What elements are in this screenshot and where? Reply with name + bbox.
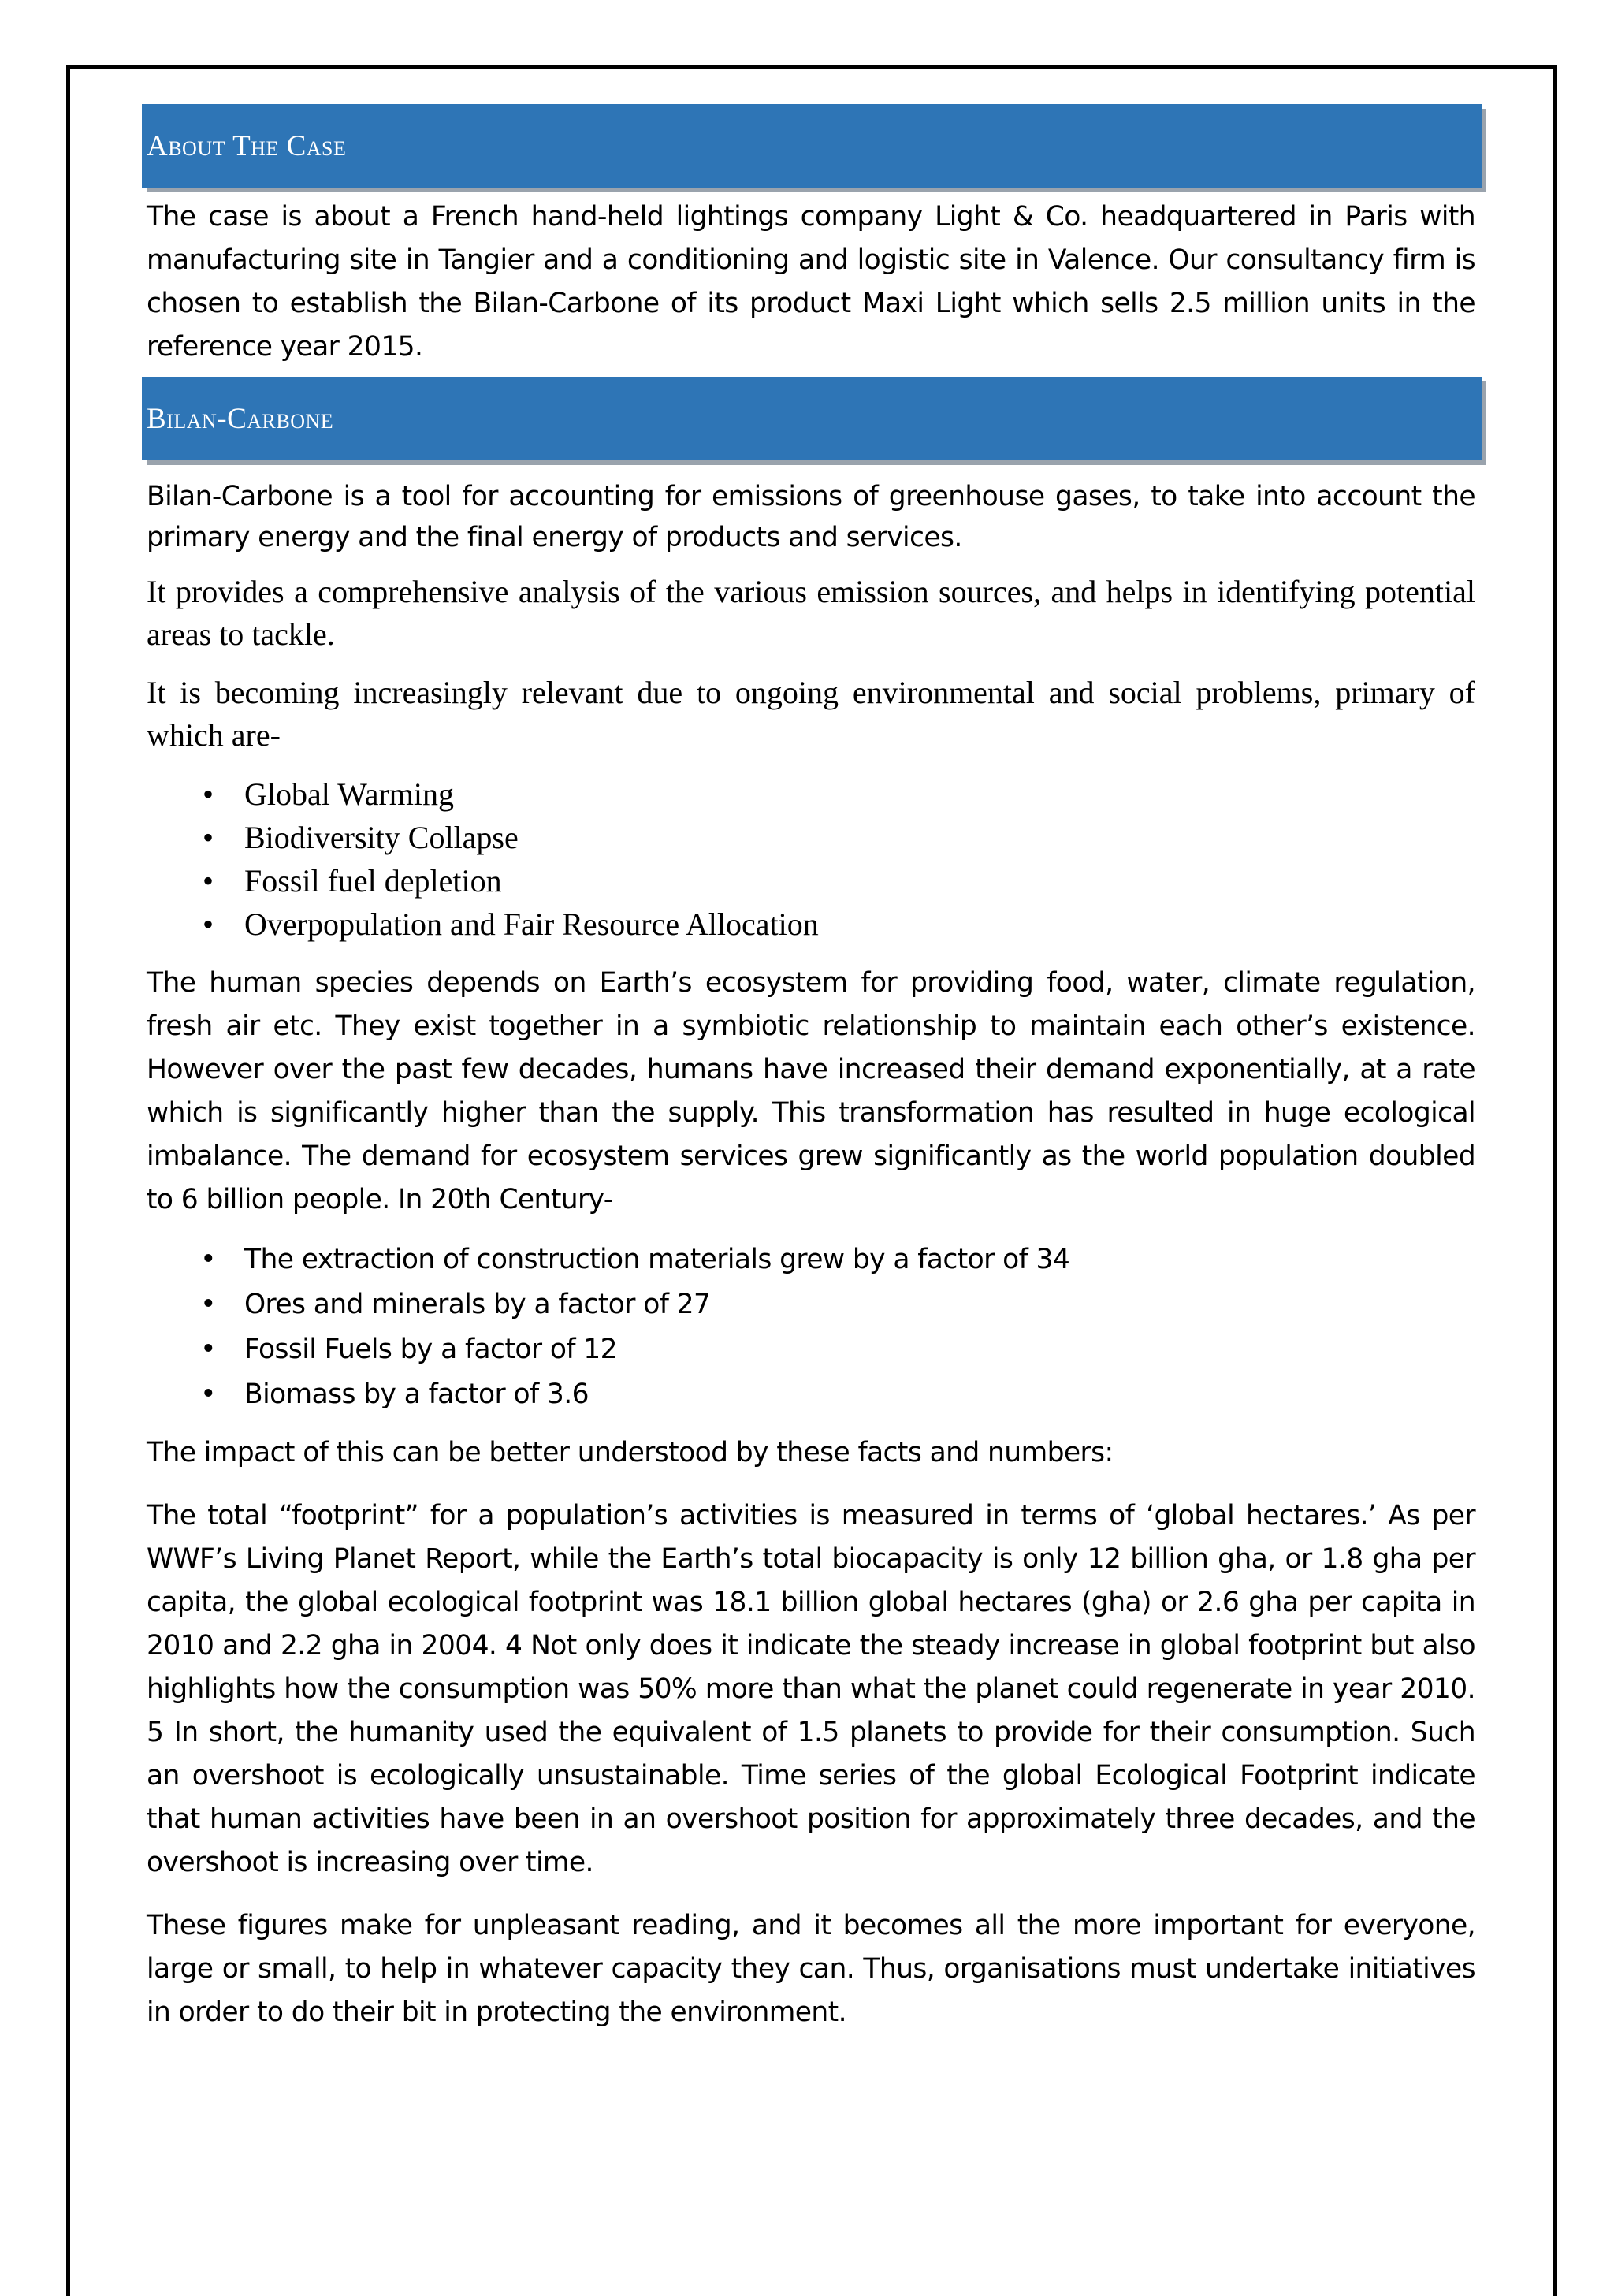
footprint-paragraph: The total “footprint” for a population’s activities is measured in terms of ‘global hectares.’ As per WWF’s Living Planet Report, while the Earth’s total biocapacity is only 12 billion gha, or 1.8 gha per capita, the global ecological footprint was 18.1 billion global hectares (gha) or 2.6 gha per capita in 2010 and 2.2 gha in 2004. 4 Not only does it indicate the steady increase in global footprint but also highlights how the consumption was 50% more than what the planet could regenerate in year 2010. 5 In short, the humanity used the equivalent of 1.5 planets to provide for their consumption. Such an overshoot is ecologically unsustainable. Time series of the global Ecological Footprint indicate that human activities have been in an overshoot position for approximately three decades, and the overshoot is increasing over time. [147, 1500, 1475, 1878]
bullet-icon: • [200, 1379, 216, 1410]
section-heading-about-the-case [142, 104, 1482, 188]
impact-paragraph: The impact of this can be better understood by these facts and numbers: [147, 1437, 1114, 1468]
problems-list [147, 772, 1475, 946]
list-item: • Ores and minerals by a factor of 27 [147, 1282, 1475, 1327]
relevance-paragraph: It is becoming increasingly relevant due to ongoing environmental and social problems, primary of which are- [147, 675, 1475, 753]
ecosystem-paragraph: The human species depends on Earth’s ecosystem for providing food, water, climate regulation, fresh air etc. They exist together in a symbiotic relationship to maintain each other’s existence. However over the past few decades, humans have increased their demand exponentially, at a rate which is significantly higher than the supply. This transformation has resulted in huge ecological imbalance. The demand for ecosystem services grew significantly as the world population doubled to 6 billion people. In 20th Century- [147, 967, 1475, 1215]
bullet-icon: • [202, 863, 214, 899]
section-heading-text: Bilan-Carbone [147, 402, 334, 435]
list-item: • Global Warming [147, 772, 1475, 816]
bullet-icon: • [202, 776, 214, 812]
conclusion-paragraph: These figures make for unpleasant reading, and it becomes all the more important for everyone, large or small, to help in whatever capacity they can. Thus, organisations must undertake initiatives in order to do their bit in protecting the environment. [147, 1910, 1475, 2028]
bilan-carbone-intro-paragraph: Bilan-Carbone is a tool for accounting for emissions of greenhouse gases, to take into account the primary energy and the final energy of products and services. [147, 481, 1475, 553]
case-paragraph: The case is about a French hand-held lightings company Light & Co. headquartered in Paris with manufacturing site in Tangier and a conditioning and logistic site in Valence. Our consultancy firm is chosen to establish the Bilan-Carbone of its product Maxi Light which sells 2.5 million units in the reference year 2015. [147, 201, 1475, 363]
bullet-icon: • [200, 1289, 216, 1320]
section-heading-text: About The Case [147, 129, 347, 162]
list-item: • The extraction of construction materials grew by a factor of 34 [147, 1237, 1475, 1282]
list-item: • Biodiversity Collapse [147, 816, 1475, 859]
section-heading-bilan-carbone [142, 377, 1482, 460]
analysis-paragraph: It provides a comprehensive analysis of the various emission sources, and helps in identifying potential areas to tackle. [147, 574, 1475, 652]
growth-factors-list [147, 1237, 1475, 1417]
document-body [147, 104, 1475, 2034]
list-item: • Fossil Fuels by a factor of 12 [147, 1327, 1475, 1372]
list-item: • Overpopulation and Fair Resource Allocation [147, 902, 1475, 946]
bullet-icon: • [202, 906, 214, 942]
list-item: • Fossil fuel depletion [147, 859, 1475, 902]
bullet-icon: • [202, 820, 214, 855]
bullet-icon: • [200, 1334, 216, 1365]
bullet-icon: • [200, 1244, 216, 1275]
list-item: • Biomass by a factor of 3.6 [147, 1372, 1475, 1417]
